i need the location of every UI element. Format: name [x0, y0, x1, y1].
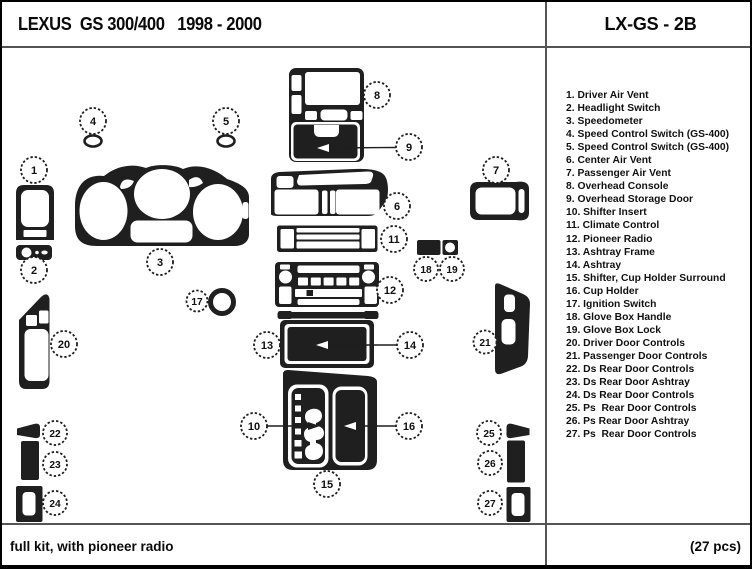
parts-list-item: 23. Ds Rear Door Ashtray [566, 377, 690, 389]
part-shifter-surround [283, 370, 377, 470]
part-ds-rear-door-controls-2 [16, 486, 43, 522]
part-ps-rear-door-controls-2 [507, 487, 531, 522]
parts-list-item: 17. Ignition Switch [566, 298, 657, 310]
callout-number-7: 7 [492, 165, 500, 178]
parts-list-item: 15. Shifter, Cup Holder Surround [566, 272, 726, 284]
callout-number-14: 14 [403, 340, 417, 353]
piece-count: (27 pcs) [689, 538, 741, 554]
part-trim-strip [278, 311, 379, 319]
part-climate-control [277, 226, 378, 253]
dash-kit-diagram [2, 48, 547, 525]
parts-list-item: 14. Ashtray [566, 259, 622, 271]
parts-list-item: 21. Passenger Door Controls [566, 350, 708, 362]
part-pioneer-radio [275, 262, 379, 307]
part-ds-rear-door-controls-1 [17, 424, 40, 438]
parts-list-item: 2. Headlight Switch [566, 103, 661, 115]
part-ds-rear-door-ashtray [21, 441, 39, 480]
parts-list-item: 24. Ds Rear Door Controls [566, 390, 695, 402]
callout-number-19: 19 [446, 264, 458, 276]
part-ignition-switch [211, 291, 234, 314]
parts-list [566, 89, 752, 441]
shifter-gate-slot [304, 409, 324, 460]
callout-number-13: 13 [260, 340, 274, 353]
callout-number-20: 20 [57, 339, 71, 352]
leader-line-9 [326, 148, 396, 149]
part-overhead-storage-door [291, 122, 360, 161]
callout-number-16: 16 [402, 421, 416, 434]
parts-list-item: 16. Cup Holder [566, 285, 639, 297]
part-speedometer-cluster [75, 165, 249, 246]
parts-list-item: 19. Glove Box Lock [566, 324, 661, 336]
page-title: LEXUS GS 300/400 1998 - 2000 [18, 13, 262, 34]
callout-number-2: 2 [30, 265, 38, 278]
parts-list-item: 12. Pioneer Radio [566, 233, 653, 245]
callout-number-4: 4 [89, 116, 97, 129]
parts-list-item: 10. Shifter Insert [566, 207, 647, 219]
parts-list-item: 3. Speedometer [566, 116, 643, 128]
callout-number-6: 6 [393, 201, 401, 214]
callout-number-25: 25 [483, 428, 495, 440]
parts-list-item: 13. Ashtray Frame [566, 246, 655, 258]
callout-number-17: 17 [191, 296, 203, 308]
parts-list-item: 18. Glove Box Handle [566, 311, 672, 323]
parts-list-item: 20. Driver Door Controls [566, 337, 686, 349]
callout-number-24: 24 [49, 498, 61, 510]
callout-number-18: 18 [420, 264, 432, 276]
callout-number-5: 5 [222, 116, 230, 129]
parts-list-item: 5. Speed Control Switch (GS-400) [566, 142, 730, 154]
part-speed-control-switch-left [85, 136, 102, 147]
part-glove-box-lock [443, 240, 459, 255]
callout-number-12: 12 [383, 285, 397, 298]
parts-list-item: 1. Driver Air Vent [566, 90, 649, 101]
part-passenger-door-controls [495, 283, 530, 374]
parts-list-item: 8. Overhead Console [566, 181, 669, 193]
parts-list-item: 11. Climate Control [566, 220, 660, 232]
callout-number-3: 3 [156, 257, 164, 270]
parts-list-item: 9. Overhead Storage Door [566, 194, 694, 206]
parts-list-item: 25. Ps Rear Door Controls [566, 403, 697, 415]
callout-number-15: 15 [320, 479, 334, 492]
parts-list-item: 26. Ps Rear Door Ashtray [566, 416, 690, 428]
callout-number-23: 23 [49, 459, 61, 471]
part-speed-control-switch-right [218, 136, 235, 147]
part-driver-air-vent [16, 185, 54, 240]
kit-description: full kit, with pioneer radio [10, 538, 174, 554]
kit-code: LX-GS - 2B [604, 13, 697, 34]
part-center-air-vent [271, 169, 388, 216]
part-passenger-air-vent [470, 182, 529, 221]
parts-list-item: 27. Ps Rear Door Controls [566, 429, 697, 441]
part-driver-door-controls [19, 294, 50, 389]
callout-number-21: 21 [479, 337, 491, 349]
parts-list-item: 6. Center Air Vent [566, 155, 652, 167]
callout-number-26: 26 [484, 458, 496, 470]
callout-number-1: 1 [30, 165, 38, 178]
part-ps-rear-door-ashtray [507, 441, 525, 483]
part-glove-box-handle [417, 240, 441, 255]
parts-list-item: 7. Passenger Air Vent [566, 168, 671, 180]
callout-number-27: 27 [484, 498, 496, 510]
callout-number-9: 9 [405, 142, 413, 155]
parts-list-item: 4. Speed Control Switch (GS-400) [566, 129, 730, 141]
callout-number-11: 11 [388, 234, 400, 247]
callout-number-22: 22 [49, 428, 61, 440]
callout-number-8: 8 [373, 90, 381, 103]
part-ps-rear-door-controls-1 [507, 424, 530, 438]
callout-number-10: 10 [247, 421, 261, 434]
parts-list-item: 22. Ds Rear Door Controls [566, 363, 695, 375]
